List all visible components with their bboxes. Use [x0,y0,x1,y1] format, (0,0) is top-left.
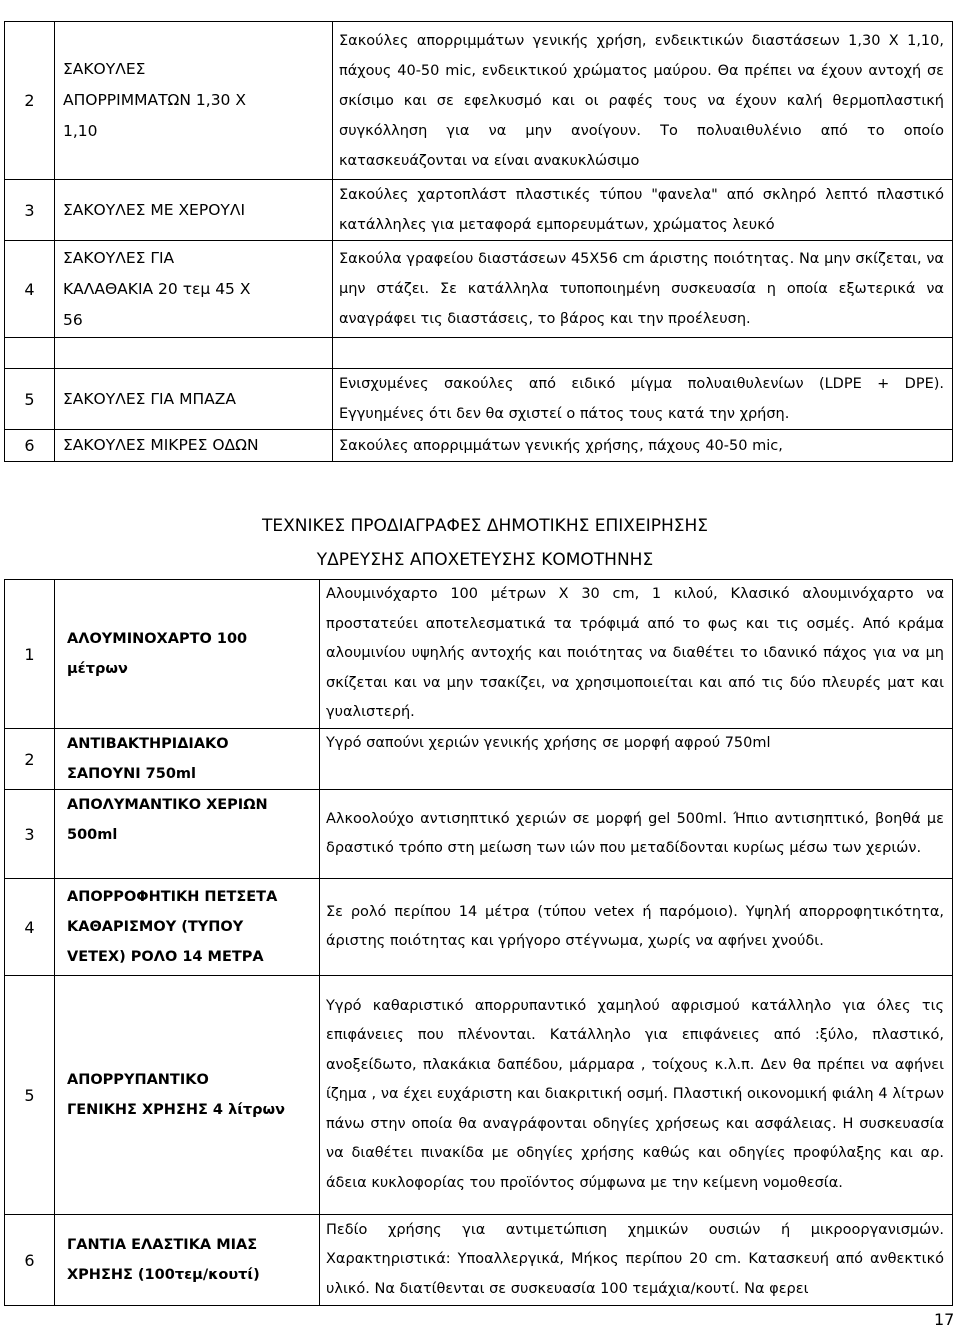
item-name-line: ΑΠΟΛΥΜΑΝΤΙΚΟ ΧΕΡΙΩΝ [67,797,268,813]
table-row [5,241,953,338]
item-name-line: ΣΑΚΟΥΛΕΣ ΜΙΚΡΕΣ ΟΔΩΝ [63,436,259,454]
item-name [55,369,333,430]
heading-line: ΤΕΧΝΙΚΕΣ ΠΡΟΔΙΑΓΡΑΦΕΣ ΔΗΜΟΤΙΚΗΣ ΕΠΙΧΕΙΡΗΣΗΣ [261,516,709,536]
item-number: 2 [5,22,55,180]
item-name [55,241,333,338]
item-name [55,430,333,462]
item-name-line: μέτρων [67,661,128,677]
item-description: Αλκοολούχο αντισηπτικό χεριών σε μορφή gel 500ml. Ήπιο αντισηπτικό, βοηθά με δραστικό τρόπο στη μείωση των ιών που μεταδίδονται κυρίως μέσω των χεριών. [320,790,953,879]
item-number: 1 [5,580,55,729]
item-name-line: 1,10 [63,122,98,140]
item-name [55,729,320,790]
item-description: Ενισχυμένες σακούλες από ειδικό μίγμα πολυαιθυλενίων (LDPE + DPE). Εγγυημένες ότι δεν θα σχιστεί ο πάτος τους κατά την χρήση. [333,369,953,430]
item-name-line: ΑΛΟΥΜΙΝΟΧΑΡΤΟ 100 [67,631,248,647]
document-heading [200,509,770,577]
table-row [5,22,953,180]
item-name-line: VETEX) ΡΟΛΟ 14 ΜΕΤΡΑ [67,949,264,965]
item-number: 5 [5,369,55,430]
table-row [5,580,953,729]
item-name [55,879,320,976]
item-number: 3 [5,790,55,879]
item-name-line: ΧΡΗΣΗΣ (100τεμ/κουτί) [67,1267,260,1283]
item-description: Υγρό σαπούνι χεριών γενικής χρήσης σε μορφή αφρού 750ml [320,729,953,790]
heading-line: ΥΔΡΕΥΣΗΣ ΑΠΟΧΕΤΕΥΣΗΣ ΚΟΜΟΤΗΝΗΣ [316,550,654,570]
item-description: Πεδίο χρήσης για αντιμετώπιση χημικών ουσιών ή μικροοργανισμών. Χαρακτηριστικά: Υποαλλεργικά, Μήκος περίπου 20 cm. Κατασκευή από ανθεκτικό υλικό. Να διατίθενται σε συσκευασία 100 τεμάχια/κουτί. Να φερει [320,1215,953,1306]
item-number: 6 [5,430,55,462]
item-name [55,976,320,1215]
item-number: 2 [5,729,55,790]
item-name-line: ΑΠΟΡΡΙΜΜΑΤΩΝ 1,30 Χ [63,91,246,109]
item-name [55,790,320,879]
item-name-line: ΑΠΟΡΡΥΠΑΝΤΙΚΟ [67,1072,209,1088]
table-row [5,976,953,1215]
item-name-line: 500ml [67,827,118,843]
supplies-spec-table [4,579,953,1306]
item-name-line: ΣΑΚΟΥΛΕΣ [63,60,146,78]
item-number: 5 [5,976,55,1215]
item-name-line: ΣΑΠΟΥΝΙ 750ml [67,766,197,782]
table-row [5,879,953,976]
item-name-line: ΑΠΟΡΡΟΦΗΤΙΚΗ ΠΕΤΣΕΤΑ [67,889,278,905]
item-name-line: ΣΑΚΟΥΛΕΣ ΜΕ ΧΕΡΟΥΛΙ [63,200,246,219]
table-row [5,729,953,790]
item-description: Αλουμινόχαρτο 100 μέτρων Χ 30 cm, 1 κιλού, Κλασικό αλουμινόχαρτο να προστατεύει αποτελεσματικά τα τρόφιμά από το φως και τις οσμές. Από κράμα αλουμινίου υψηλής αντοχής και ποιότητας να διαθέτει το ιδανικό πάχος για να μη σκίζεται και να μην τσακίζει, να χρησιμοποιείται και από τις δύο πλευρές ματ και γυαλιστερή. [320,580,953,729]
item-name-line: ΚΑΘΑΡΙΣΜΟΥ (ΤΥΠΟΥ [67,919,244,935]
item-number: 3 [5,180,55,241]
table-row [5,790,953,879]
item-name [55,580,320,729]
item-description: Σακούλα γραφείου διαστάσεων 45Χ56 cm άριστης ποιότητας. Να μην σκίζεται, να μην στάζει. Σε κατάλληλα τυποποιημένη συσκευασία η οποία εξωτερικά να αναγράφει τις διαστάσεις, το βάρος και την προέλευση. [333,241,953,338]
item-name-line: ΣΑΚΟΥΛΕΣ ΓΙΑ ΜΠΑΖΑ [63,389,236,408]
item-description: Σακούλες χαρτοπλάστ πλαστικές τύπου "φανελα" από σκληρό λεπτό πλαστικό κατάλληλες για μεταφορά εμπορευμάτων, χρώματος λευκό [333,180,953,241]
item-description: Σακούλες απορριμμάτων γενικής χρήσης, πάχους 40-50 mic, [333,430,953,462]
item-number: 4 [5,879,55,976]
item-description: Σακούλες απορριμμάτων γενικής χρήση, ενδεικτικών διαστάσεων 1,30 Χ 1,10, πάχους 40-50 mic, ενδεικτικού χρώματος μαύρου. Θα πρέπει να έχουν αντοχή σε σκίσιμο και σε εφελκυσμό και οι ραφές τους να έχουν καλή θερμοπλαστική συγκόλληση για να μην ανοίγουν. Το πολυαιθυλένιο από το οποίο κατασκευάζονται να είναι ανακυκλώσιμο [333,22,953,180]
table-row [5,369,953,430]
item-description: Υγρό καθαριστικό απορρυπαντικό χαμηλού αφρισμού κατάλληλο για όλες τις επιφάνειες που πλένονται. Κατάλληλο για επιφάνειες από :ξύλο, πλαστικό, ανοξείδωτο, πλακάκια δαπέδου, μάρμαρα , τοίχους κ.λ.π. Δεν θα πρέπει να αφήνει ίζημα , να έχει ευχάριστη και διακριτική οσμή. Πλαστική οικονομική φιάλη 4 λίτρων πάνω στην οποία θα αναγράφονται οδηγίες χρήσεως και ασφάλειας. Η συσκευασία να διαθέτει πινακίδα με οδηγίες χρήσης καθώς και οδηγίες προφύλαξης και αρ. άδεια κυκλοφορίας του προϊόντος σύμφωνα με την κείμενη νομοθεσία. [320,976,953,1215]
item-number: 4 [5,241,55,338]
item-name-line: ΓΕΝΙΚΗΣ ΧΡΗΣΗΣ 4 λίτρων [67,1102,286,1118]
item-name-line: 56 [63,310,83,329]
page-number: 17 [934,1310,955,1329]
item-description: Σε ρολό περίπου 14 μέτρα (τύπου vetex ή παρόμοιο). Υψηλή απορροφητικότητα, άριστης ποιότητας και γρήγορο στέγνωμα, χωρίς να αφήνει χνούδι. [320,879,953,976]
table-row [5,430,953,462]
item-name-line: ΣΑΚΟΥΛΕΣ ΓΙΑ [63,248,175,267]
item-name-line: ΚΑΛΑΘΑΚΙΑ 20 τεμ 45 Χ [63,279,251,298]
item-name [55,180,333,241]
table-row [5,180,953,241]
item-name-line: ΓΑΝΤΙΑ ΕΛΑΣΤΙΚΑ ΜΙΑΣ [67,1237,258,1253]
item-name [55,22,333,180]
item-name [55,1215,320,1306]
bags-spec-table [4,21,953,462]
table-row [5,1215,953,1306]
item-name-line: ΑΝΤΙΒΑΚΤΗΡΙΔΙΑΚΟ [67,736,229,752]
table-spacer-row [5,338,953,369]
item-number: 6 [5,1215,55,1306]
